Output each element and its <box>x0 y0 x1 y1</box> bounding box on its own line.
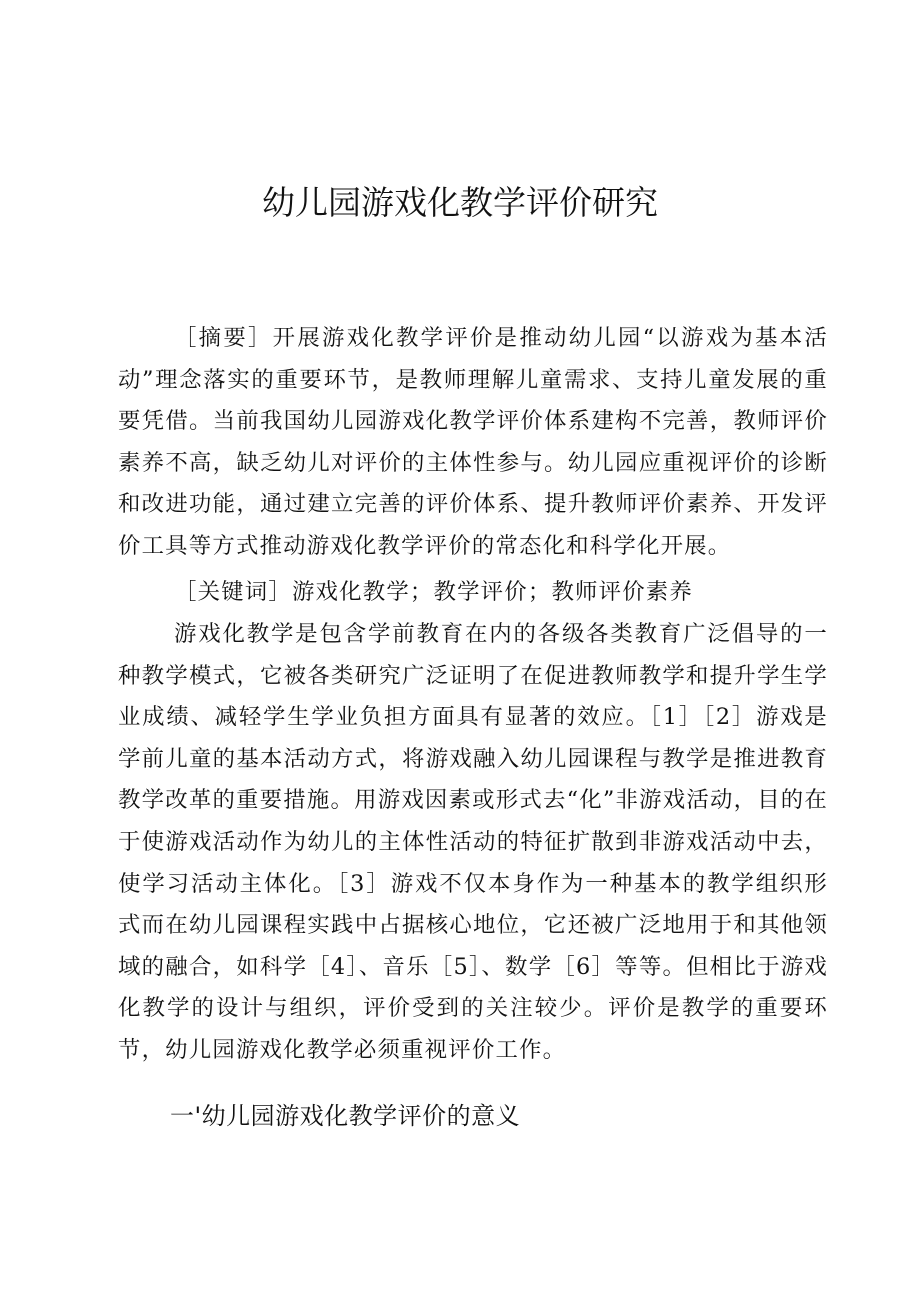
intro-paragraph: 游戏化教学是包含学前教育在内的各级各类教育广泛倡导的一种教学模式，它被各类研究广泛证明了在促进教师教学和提升学生学业成绩、减轻学生学业负担方面具有显著的效应。［1］［2］游戏是学前儿童的基本活动方式，将游戏融入幼儿园课程与教学是推进教育教学改革的重要措施。用游戏因素或形式去“化”非游戏活动，目的在于使游戏活动作为幼儿的主体性活动的特征扩散到非游戏活动中去，使学习活动主体化。［3］游戏不仅本身作为一种基本的教学组织形式而在幼儿园课程实践中占据核心地位，它还被广泛地用于和其他领域的融合，如科学［4］、音乐［5］、数学［6］等等。但相比于游戏化教学的设计与组织，评价受到的关注较少。评价是教学的重要环节，幼儿园游戏化教学必须重视评价工作。 <box>118 621 828 1063</box>
keywords-paragraph: ［关键词］游戏化教学；教学评价；教师评价素养 <box>174 579 693 605</box>
document-title: 幼儿园游戏化教学评价研究 <box>262 183 658 222</box>
section-heading: 一'幼儿园游戏化教学评价的意义 <box>170 1102 521 1130</box>
abstract-paragraph: ［摘要］开展游戏化教学评价是推动幼儿园“以游戏为基本活动”理念落实的重要环节，是教师理解儿童需求、支持儿童发展的重要凭借。当前我国幼儿园游戏化教学评价体系建构不完善，教师评价素养不高，缺乏幼儿对评价的主体性参与。幼儿园应重视评价的诊断和改进功能，通过建立完善的评价体系、提升教师评价素养、开发评价工具等方式推动游戏化教学评价的常态化和科学化开展。 <box>118 325 828 559</box>
